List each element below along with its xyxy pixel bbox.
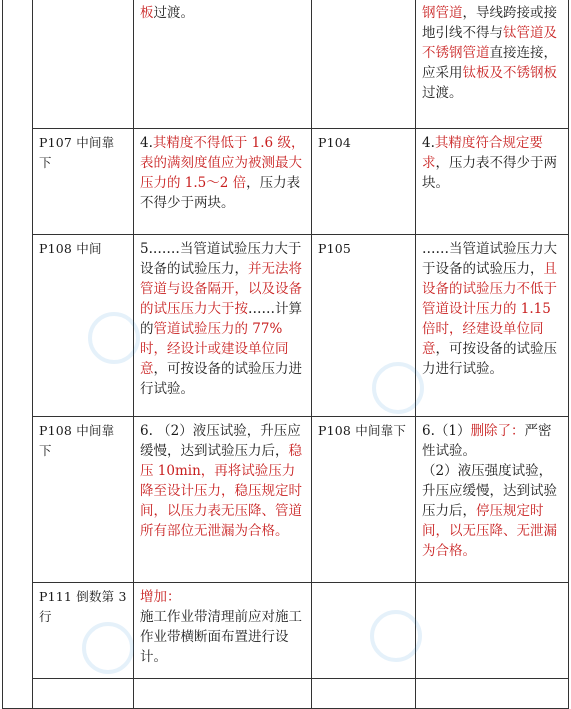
highlighted-text: 增加： [140, 589, 181, 605]
old-location-cell: P107 中间靠下 [33, 129, 134, 235]
highlighted-text: 并无法将管道与设备隔开，以及设备的试压压力大于按 [140, 261, 302, 317]
body-text: 施工作业带清理前应对施工作业带横断面布置进行设计。 [140, 609, 302, 665]
new-location-cell [312, 583, 416, 679]
table-row [3, 417, 569, 583]
body-text: ，导线跨接或接地引线不得与 [422, 5, 557, 41]
body-text: ……计算的 [140, 301, 302, 337]
body-text: 5.……当管道试验压力大于设备的试验压力， [140, 241, 302, 277]
new-text-cell [416, 583, 569, 679]
old-text-cell [134, 417, 312, 583]
empty-cell [416, 679, 569, 709]
body-text: 过渡。 [153, 5, 194, 21]
table-row [3, 679, 569, 709]
empty-cell [312, 679, 416, 709]
highlighted-text: 其精度不得低于 1.6 级，表的满刻度值应为被测最大压力的 1.5～2 倍 [140, 135, 305, 191]
old-location-cell: P108 中间靠下 [33, 417, 134, 583]
empty-cell [33, 679, 134, 709]
old-text-cell [134, 129, 312, 235]
table-row [3, 0, 569, 129]
body-text: 4. [422, 135, 435, 151]
old-text-cell [134, 583, 312, 679]
body-text: 4. [140, 135, 153, 151]
table-row [3, 235, 569, 417]
highlighted-text: 钛管道及不锈钢管道 [422, 25, 557, 61]
body-text: ，压力表不得少于两块。 [422, 155, 557, 191]
new-location-cell: P108 中间靠下 [312, 417, 416, 583]
revision-comparison-table [2, 0, 569, 709]
index-cell [3, 0, 33, 709]
body-text: ……当管道试验压力大于设备的试验压力， [422, 241, 557, 277]
new-location-cell: P105 [312, 235, 416, 417]
new-text-cell [416, 417, 569, 583]
highlighted-text: 其精度符合规定要求 [422, 135, 543, 171]
highlighted-text: 钢管道 [422, 5, 463, 21]
highlighted-text: 稳压 10min，再将试验压力降至设计压力，稳压规定时间，以压力表无压降、管道所有部位无泄漏为合格。 [140, 443, 302, 539]
highlighted-text: 停压规定时间，以无压降、无泄漏为合格。 [422, 503, 557, 559]
table-row [3, 583, 569, 679]
new-text-cell [416, 0, 569, 129]
highlighted-text: 钛板及不锈钢板 [462, 65, 557, 81]
body-text: ，可按设备的试验压力进行试验。 [422, 341, 557, 377]
highlighted-text: 板 [140, 5, 154, 21]
body-text: ，压力表不得少于两块。 [140, 175, 301, 211]
old-text-cell [134, 0, 312, 129]
body-text: 过渡。 [422, 85, 463, 101]
new-text-cell [416, 129, 569, 235]
body-text: 6. （2）液压试验，升压应缓慢，达到试验压力后， [140, 423, 301, 459]
body-text: 直接连接，应采用 [422, 45, 557, 81]
new-location-cell [312, 0, 416, 129]
body-text: ，可按设备的试验压力进行试验。 [140, 361, 302, 397]
body-text: （2）液压强度试验，升压应缓慢，达到试验压力后， [422, 463, 557, 519]
body-text: 严密性试验。 [422, 423, 552, 459]
old-location-cell: P111 倒数第 3 行 [33, 583, 134, 679]
new-text-cell [416, 235, 569, 417]
empty-cell [134, 679, 312, 709]
table-row [3, 129, 569, 235]
old-location-cell: P108 中间 [33, 235, 134, 417]
highlighted-text: 删除了： [470, 423, 525, 439]
new-location-cell: P104 [312, 129, 416, 235]
old-location-cell [33, 0, 134, 129]
body-text: 6.（1） [422, 423, 471, 439]
highlighted-text: 管道试验压力的 77%时，经设计或建设单位同意 [140, 321, 289, 377]
old-text-cell [134, 235, 312, 417]
highlighted-text: 且设备的试验压力不低于管道设计压力的 1.15 倍时，经建设单位同意 [422, 261, 557, 357]
